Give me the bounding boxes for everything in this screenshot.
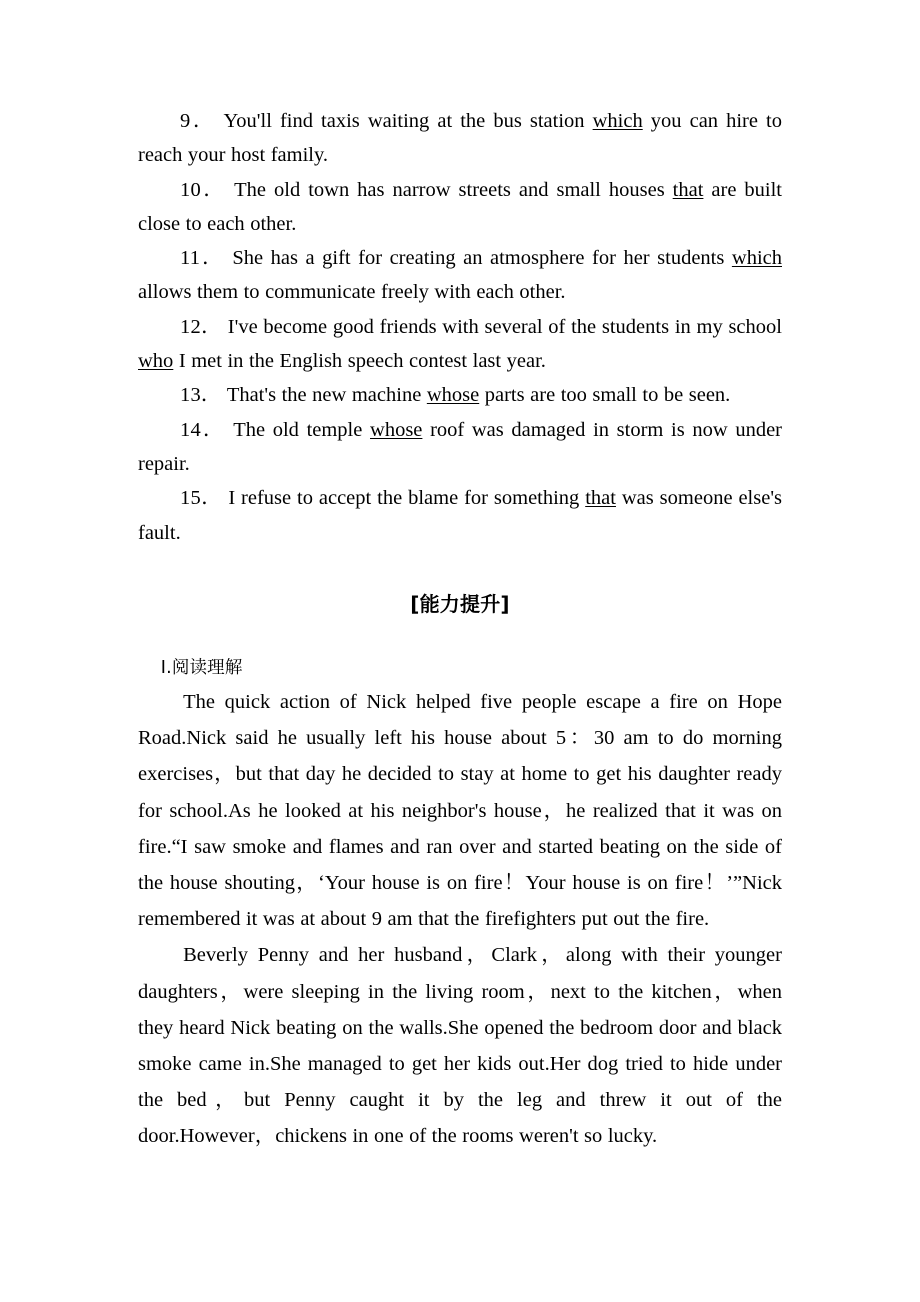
exercise-text-post: roof was damaged in storm is now under repair.	[138, 418, 782, 475]
exercise-item-13	[138, 378, 782, 412]
exercise-text-pre: That's the new machine	[226, 384, 427, 407]
exercise-answer: which	[731, 247, 782, 270]
exercise-number: 15．	[180, 487, 223, 510]
reading-comprehension-section	[138, 654, 782, 1155]
reading-paragraph-1: The quick action of Nick helped five people escape a fire on Hope Road.Nick said he usually left his house about 5：30 am to do morning exercises，but that day he decided to stay at home to get his daughter ready for school.As he looked at his neighbor's house，he realized that it was on fire.“I saw smoke and flames and ran over and started beating on the side of the house shouting，‘Your house is on fire！Your house is on fire！’”Nick remembered it was at about 9 am that the firefighters put out the fire.	[138, 691, 782, 931]
exercise-number: 11．	[180, 247, 225, 270]
exercise-text-pre: I refuse to accept the blame for something	[228, 487, 586, 510]
exercise-text-post: you can hire to reach your host family.	[138, 110, 782, 167]
exercise-answer: whose	[426, 384, 480, 407]
exercise-number: 14．	[180, 418, 226, 441]
exercise-item-9	[138, 104, 782, 173]
page-content	[138, 104, 783, 1148]
exercise-text-post: I met in the English speech contest last year.	[173, 350, 546, 373]
exercise-text-pre: She has a gift for creating an atmosphere for her students	[232, 247, 732, 270]
exercise-item-14	[138, 413, 782, 482]
exercise-number: 13．	[180, 384, 222, 407]
exercise-number: 12．	[180, 315, 223, 338]
exercise-text-pre: The old temple	[233, 418, 371, 441]
reading-sub-heading: Ⅰ.阅读理解	[160, 658, 243, 678]
exercise-text-pre: The old town has narrow streets and small houses	[234, 178, 673, 201]
grammar-exercise-list	[138, 104, 782, 550]
exercise-text-post: allows them to communicate freely with each other.	[138, 281, 566, 304]
exercise-answer: that	[585, 487, 616, 510]
exercise-text-post: was someone else's fault.	[138, 487, 782, 544]
exercise-item-15	[138, 481, 782, 550]
reading-paragraph-2: Beverly Penny and her husband，Clark，along with their younger daughters，were sleeping in the living room，next to the kitchen，when they heard Nick beating on the walls.She opened the bedroom door and black smoke came in.She managed to get her kids out.Her dog tried to hide under the bed，but Penny caught it by the leg and threw it out of the door.However，chickens in one of the rooms weren't so lucky.	[138, 944, 782, 1148]
exercise-number: 9．	[180, 110, 217, 132]
exercise-text-pre: I've become good friends with several of the students in my school	[227, 315, 782, 338]
exercise-text-post: parts are too small to be seen.	[479, 384, 731, 407]
exercise-answer: which	[592, 110, 643, 132]
exercise-number: 10．	[180, 178, 227, 201]
exercise-text-post: are built close to each other.	[138, 178, 783, 235]
exercise-answer: whose	[370, 418, 423, 441]
exercise-item-11	[138, 241, 782, 310]
exercise-item-10	[138, 173, 782, 242]
exercise-text-pre: You'll find taxis waiting at the bus station	[223, 110, 593, 132]
section-heading: [能力提升]	[410, 592, 510, 616]
exercise-item-12	[138, 310, 782, 379]
exercise-answer: that	[672, 178, 704, 201]
exercise-answer: who	[138, 350, 174, 373]
